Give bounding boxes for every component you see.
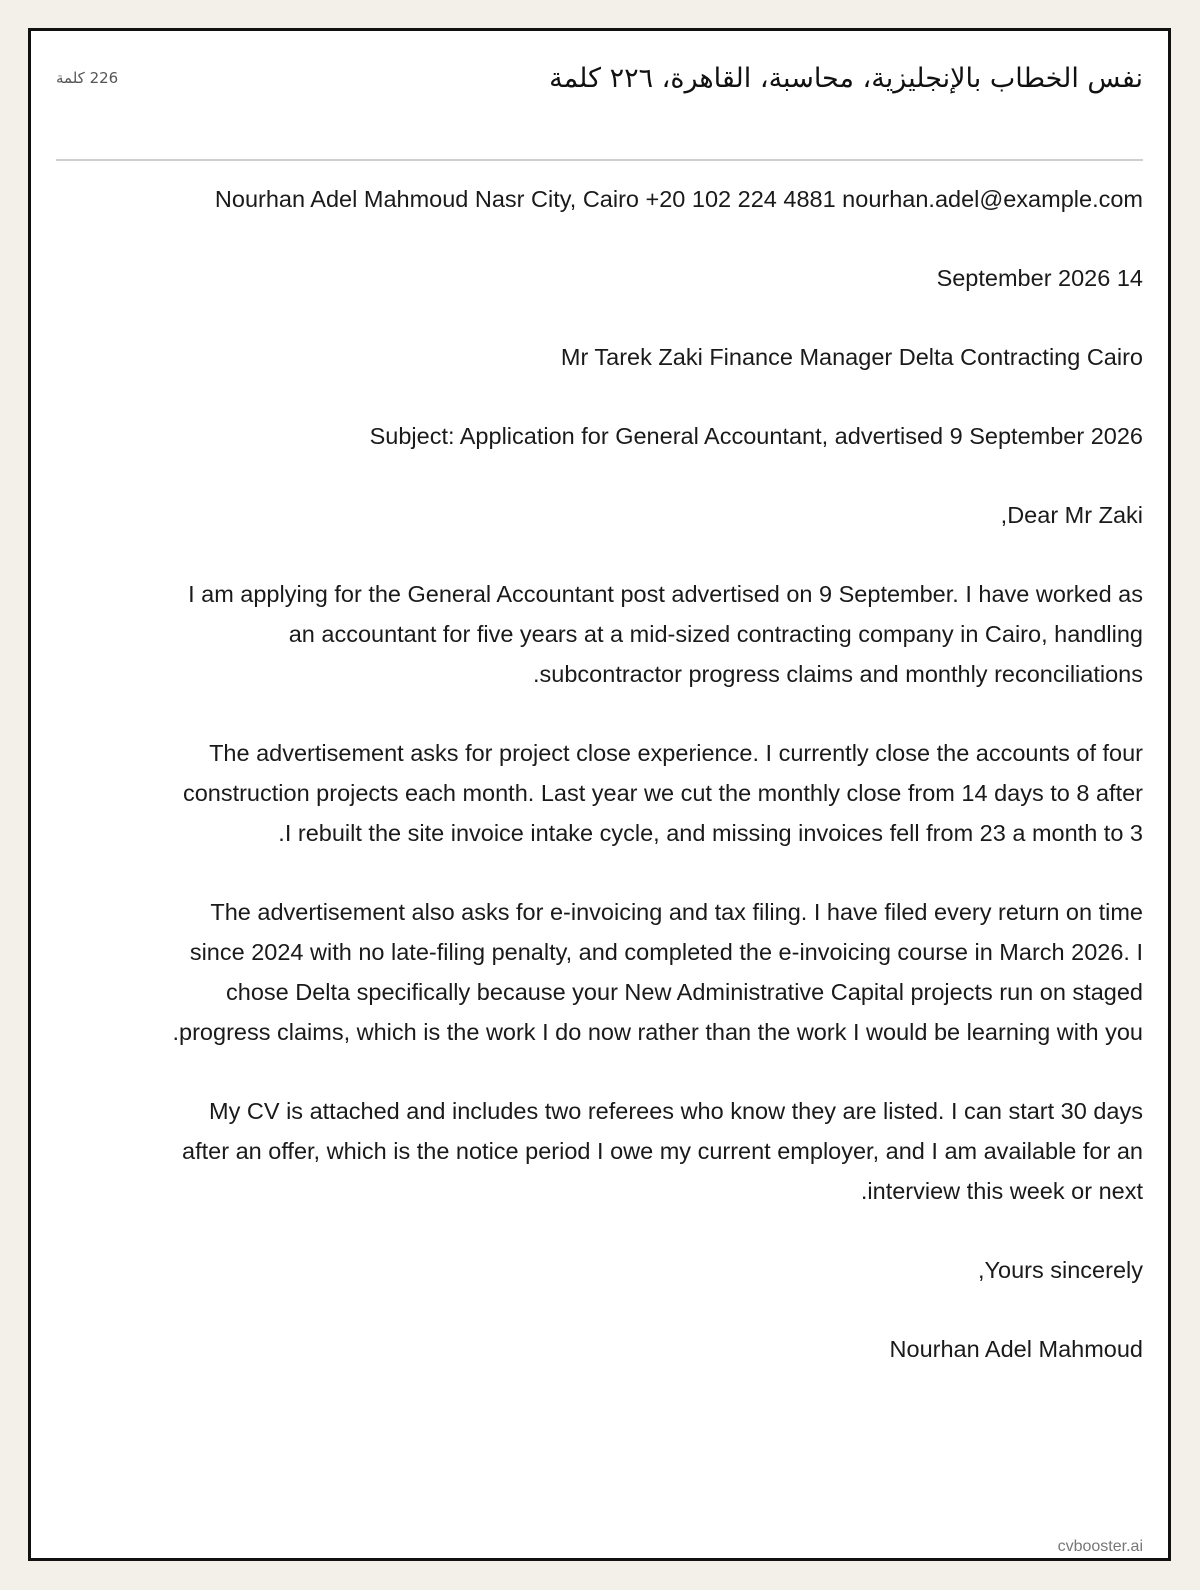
- letter-header: [56, 59, 1143, 161]
- word-count-badge: 226 كلمة: [56, 69, 119, 87]
- recipient-block: Mr Tarek Zaki Finance Manager Delta Contracting Cairo: [560, 344, 1143, 370]
- letter-body: [171, 179, 1143, 1369]
- body-paragraph-4: My CV is attached and includes two referees who know they are listed. I can start 30 days after an offer, which is the notice period I owe my current employer, and I am available for an interview this week or next.: [182, 1098, 1143, 1204]
- body-paragraph-1: I am applying for the General Accountant post advertised on 9 September. I have worked as an accountant for five years at a mid-sized contracting company in Cairo, handling subcontractor progress claims and monthly reconciliations.: [188, 581, 1143, 687]
- body-paragraph-3: The advertisement also asks for e-invoicing and tax filing. I have filed every return on time since 2024 with no late-filing penalty, and completed the e-invoicing course in March 2026. I chose Delta specifically because your New Administrative Capital projects run on staged progress claims, which is the work I do now rather than the work I would be learning with you.: [172, 899, 1143, 1045]
- closing-line: Yours sincerely,: [977, 1257, 1143, 1283]
- letter-title: نفس الخطاب بالإنجليزية، محاسبة، القاهرة، ٢٢٦ كلمة: [549, 63, 1143, 94]
- letter-card: [28, 28, 1171, 1561]
- letter-date: 14 September 2026: [936, 265, 1143, 291]
- subject-line: Subject: Application for General Accountant, advertised 9 September 2026: [369, 423, 1143, 449]
- body-paragraph-2: The advertisement asks for project close experience. I currently close the accounts of four construction projects each month. Last year we cut the monthly close from 14 days to 8 after I rebuilt the site invoice intake cycle, and missing invoices fell from 23 a month to 3.: [182, 740, 1143, 846]
- signature-name: Nourhan Adel Mahmoud: [889, 1336, 1143, 1362]
- salutation: Dear Mr Zaki,: [1000, 502, 1143, 528]
- watermark: cvbooster.ai: [1057, 1538, 1143, 1555]
- sender-block: Nourhan Adel Mahmoud Nasr City, Cairo +20 102 224 4881 nourhan.adel@example.com: [214, 186, 1143, 212]
